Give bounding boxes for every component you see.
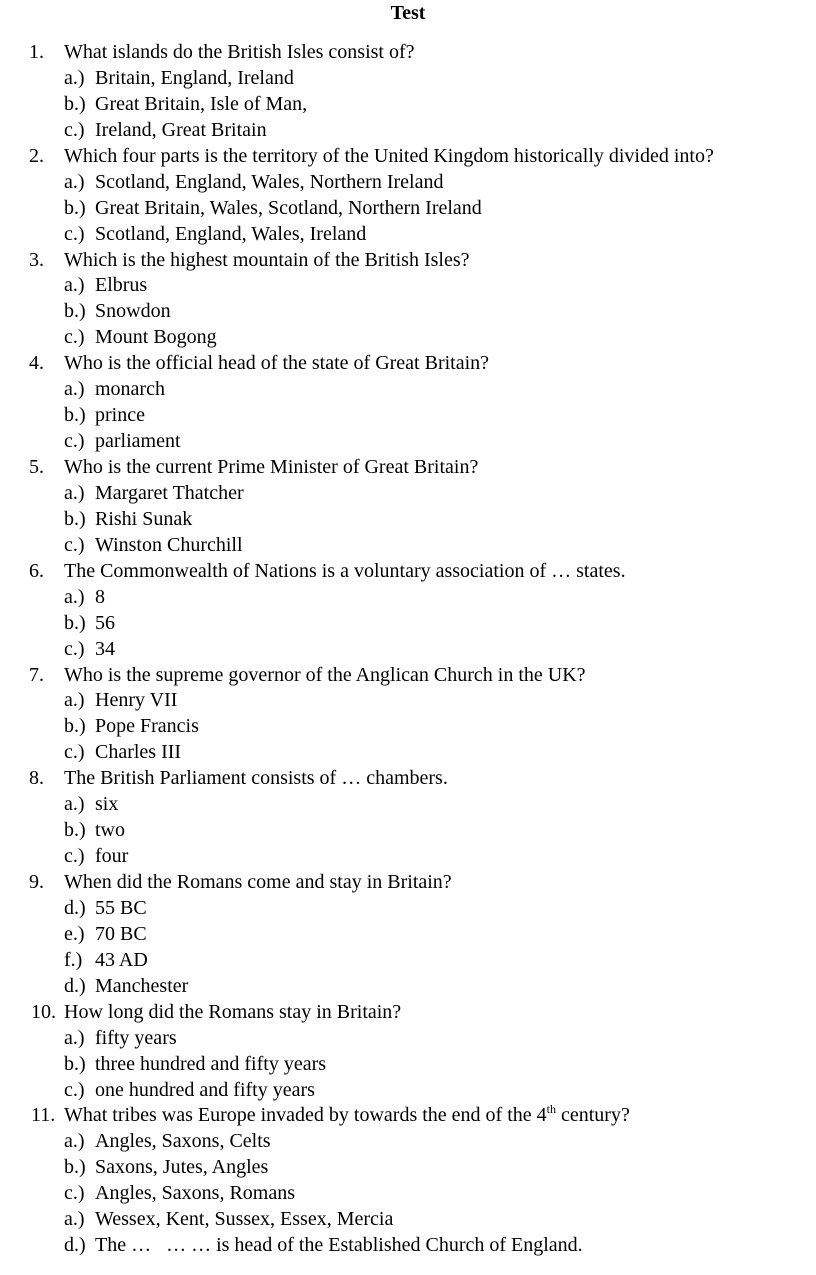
question-8 bbox=[0, 765, 816, 791]
option-text: Scotland, England, Wales, Ireland bbox=[95, 222, 367, 245]
ordinal-suffix: th bbox=[546, 1102, 556, 1117]
answer-option bbox=[0, 817, 816, 843]
question-4 bbox=[0, 350, 816, 376]
answer-option bbox=[0, 1232, 816, 1258]
question-list bbox=[0, 39, 816, 1258]
option-letter: c.) bbox=[64, 533, 85, 556]
option-letter: d.) bbox=[64, 896, 86, 919]
question-number: 2. bbox=[29, 144, 44, 167]
question-7 bbox=[0, 662, 816, 688]
answer-option bbox=[0, 298, 816, 324]
option-text: four bbox=[95, 845, 129, 868]
option-text: Rishi Sunak bbox=[95, 507, 193, 530]
option-letter: c.) bbox=[64, 222, 85, 245]
answer-option bbox=[0, 973, 816, 999]
answer-option bbox=[0, 1206, 816, 1232]
question-11 bbox=[0, 1102, 816, 1128]
option-letter: c.) bbox=[64, 326, 85, 349]
question-number: 8. bbox=[29, 767, 44, 790]
option-letter: b.) bbox=[64, 819, 86, 842]
option-letter: c.) bbox=[64, 430, 85, 453]
option-text: Winston Churchill bbox=[95, 533, 243, 556]
option-text: parliament bbox=[95, 430, 181, 453]
answer-option bbox=[0, 636, 816, 662]
question-number: 4. bbox=[29, 352, 44, 375]
question-text: When did the Romans come and stay in Britain? bbox=[64, 871, 452, 893]
question-9 bbox=[0, 869, 816, 895]
option-text: 55 BC bbox=[95, 896, 147, 919]
answer-option bbox=[0, 739, 816, 765]
option-text: Snowdon bbox=[95, 300, 171, 323]
option-text: Charles III bbox=[95, 741, 182, 764]
question-text: The British Parliament consists of … chambers. bbox=[64, 767, 448, 790]
option-letter: c.) bbox=[64, 1182, 85, 1205]
question-number: 7. bbox=[29, 663, 44, 686]
answer-option bbox=[0, 532, 816, 558]
option-text: Wessex, Kent, Sussex, Essex, Mercia bbox=[95, 1208, 394, 1231]
question-text: Who is the supreme governor of the Anglican Church in the UK? bbox=[64, 663, 586, 686]
question-10 bbox=[0, 999, 816, 1025]
option-letter: a.) bbox=[64, 170, 85, 193]
answer-option bbox=[0, 402, 816, 428]
option-letter: a.) bbox=[64, 1026, 85, 1049]
answer-option bbox=[0, 1180, 816, 1206]
answer-option bbox=[0, 610, 816, 636]
option-letter: a.) bbox=[64, 66, 85, 89]
question-number: 5. bbox=[29, 456, 44, 478]
answer-option bbox=[0, 1154, 816, 1180]
option-text: Elbrus bbox=[95, 274, 148, 297]
option-letter: c.) bbox=[64, 741, 85, 764]
question-text: Who is the official head of the state of Great Britain? bbox=[64, 352, 490, 375]
option-text: fifty years bbox=[95, 1026, 177, 1049]
option-letter: a.) bbox=[64, 689, 85, 712]
option-letter: b.) bbox=[64, 507, 86, 530]
option-text: six bbox=[95, 793, 119, 816]
question-text: Which is the highest mountain of the British Isles? bbox=[64, 248, 470, 271]
answer-option bbox=[0, 272, 816, 298]
answer-option bbox=[0, 376, 816, 402]
option-letter: a.) bbox=[64, 274, 85, 297]
question-text: What islands do the British Isles consist of? bbox=[64, 41, 415, 63]
option-text: Britain, England, Ireland bbox=[95, 66, 294, 89]
option-letter: a.) bbox=[64, 378, 85, 401]
question-number: 1. bbox=[29, 41, 44, 63]
option-letter: a.) bbox=[64, 585, 85, 608]
answer-option bbox=[0, 117, 816, 143]
option-text: Ireland, Great Britain bbox=[95, 118, 267, 141]
question-number: 10. bbox=[31, 1000, 56, 1023]
answer-option bbox=[0, 480, 816, 506]
question-text: How long did the Romans stay in Britain? bbox=[64, 1000, 402, 1023]
option-letter: b.) bbox=[64, 404, 86, 427]
answer-option bbox=[0, 65, 816, 91]
option-letter: a.) bbox=[64, 1130, 85, 1153]
option-text: three hundred and fifty years bbox=[95, 1052, 327, 1075]
option-text: prince bbox=[95, 404, 145, 427]
answer-option bbox=[0, 221, 816, 247]
question-text: Which four parts is the territory of the United Kingdom historically divided into? bbox=[64, 144, 714, 167]
option-text: two bbox=[95, 819, 125, 842]
option-letter: b.) bbox=[64, 611, 86, 634]
option-text: The … … … is head of the Established Church of England. bbox=[95, 1234, 583, 1257]
option-letter: b.) bbox=[64, 92, 86, 115]
option-letter: a.) bbox=[64, 481, 85, 504]
question-6 bbox=[0, 558, 816, 584]
answer-option bbox=[0, 1077, 816, 1103]
answer-option bbox=[0, 895, 816, 921]
option-text: Margaret Thatcher bbox=[95, 481, 244, 504]
answer-option bbox=[0, 791, 816, 817]
option-letter: e.) bbox=[64, 922, 85, 945]
option-letter: a.) bbox=[64, 793, 85, 816]
option-letter: b.) bbox=[64, 715, 86, 738]
option-letter: b.) bbox=[64, 1156, 86, 1179]
answer-option bbox=[0, 324, 816, 350]
option-letter: c.) bbox=[64, 1078, 85, 1101]
answer-option bbox=[0, 843, 816, 869]
question-3 bbox=[0, 247, 816, 273]
option-letter: b.) bbox=[64, 300, 86, 323]
question-text bbox=[64, 1102, 630, 1128]
option-letter: c.) bbox=[64, 845, 85, 868]
question-number: 11. bbox=[31, 1104, 56, 1127]
answer-option bbox=[0, 1051, 816, 1077]
question-2 bbox=[0, 143, 816, 169]
answer-option bbox=[0, 1128, 816, 1154]
answer-option bbox=[0, 195, 816, 221]
question-text-main: What tribes was Europe invaded by towards the end of the 4 bbox=[64, 1104, 547, 1127]
option-letter: b.) bbox=[64, 196, 86, 219]
question-text: Who is the current Prime Minister of Great Britain? bbox=[64, 456, 479, 478]
option-text: 8 bbox=[95, 585, 105, 608]
answer-option bbox=[0, 506, 816, 532]
answer-option bbox=[0, 584, 816, 610]
answer-option bbox=[0, 428, 816, 454]
option-text: Henry VII bbox=[95, 689, 178, 712]
option-text: Pope Francis bbox=[95, 715, 199, 738]
option-text: Scotland, England, Wales, Northern Ireland bbox=[95, 170, 444, 193]
option-letter: f.) bbox=[64, 948, 83, 971]
option-text: Saxons, Jutes, Angles bbox=[95, 1156, 269, 1179]
answer-option bbox=[0, 713, 816, 739]
question-5 bbox=[0, 454, 816, 480]
option-text: Manchester bbox=[95, 974, 189, 997]
option-text: Angles, Saxons, Romans bbox=[95, 1182, 295, 1205]
option-text: 43 AD bbox=[95, 948, 148, 971]
option-text: 70 BC bbox=[95, 922, 147, 945]
question-number: 9. bbox=[29, 871, 44, 893]
question-text: The Commonwealth of Nations is a voluntary association of … states. bbox=[64, 559, 626, 582]
answer-option bbox=[0, 947, 816, 973]
option-letter: c.) bbox=[64, 118, 85, 141]
option-text: Great Britain, Isle of Man, bbox=[95, 92, 308, 115]
option-letter: d.) bbox=[64, 974, 86, 997]
option-letter: b.) bbox=[64, 1052, 86, 1075]
answer-option bbox=[0, 91, 816, 117]
option-text: Mount Bogong bbox=[95, 326, 217, 349]
option-letter: a.) bbox=[64, 1208, 85, 1231]
option-text: monarch bbox=[95, 378, 165, 401]
option-text: one hundred and fifty years bbox=[95, 1078, 315, 1101]
answer-option bbox=[0, 1025, 816, 1051]
answer-option bbox=[0, 921, 816, 947]
option-text: Great Britain, Wales, Scotland, Northern Ireland bbox=[95, 196, 482, 219]
option-text: Angles, Saxons, Celts bbox=[95, 1130, 271, 1153]
answer-option bbox=[0, 687, 816, 713]
question-text-end: century? bbox=[555, 1104, 630, 1127]
option-letter: d.) bbox=[64, 1234, 86, 1257]
question-number: 3. bbox=[29, 248, 44, 271]
question-1 bbox=[0, 39, 816, 65]
option-letter: c.) bbox=[64, 637, 85, 660]
option-text: 56 bbox=[95, 611, 115, 634]
option-text: 34 bbox=[95, 637, 115, 660]
question-number: 6. bbox=[29, 559, 44, 582]
answer-option bbox=[0, 169, 816, 195]
page-title: Test bbox=[390, 2, 426, 24]
